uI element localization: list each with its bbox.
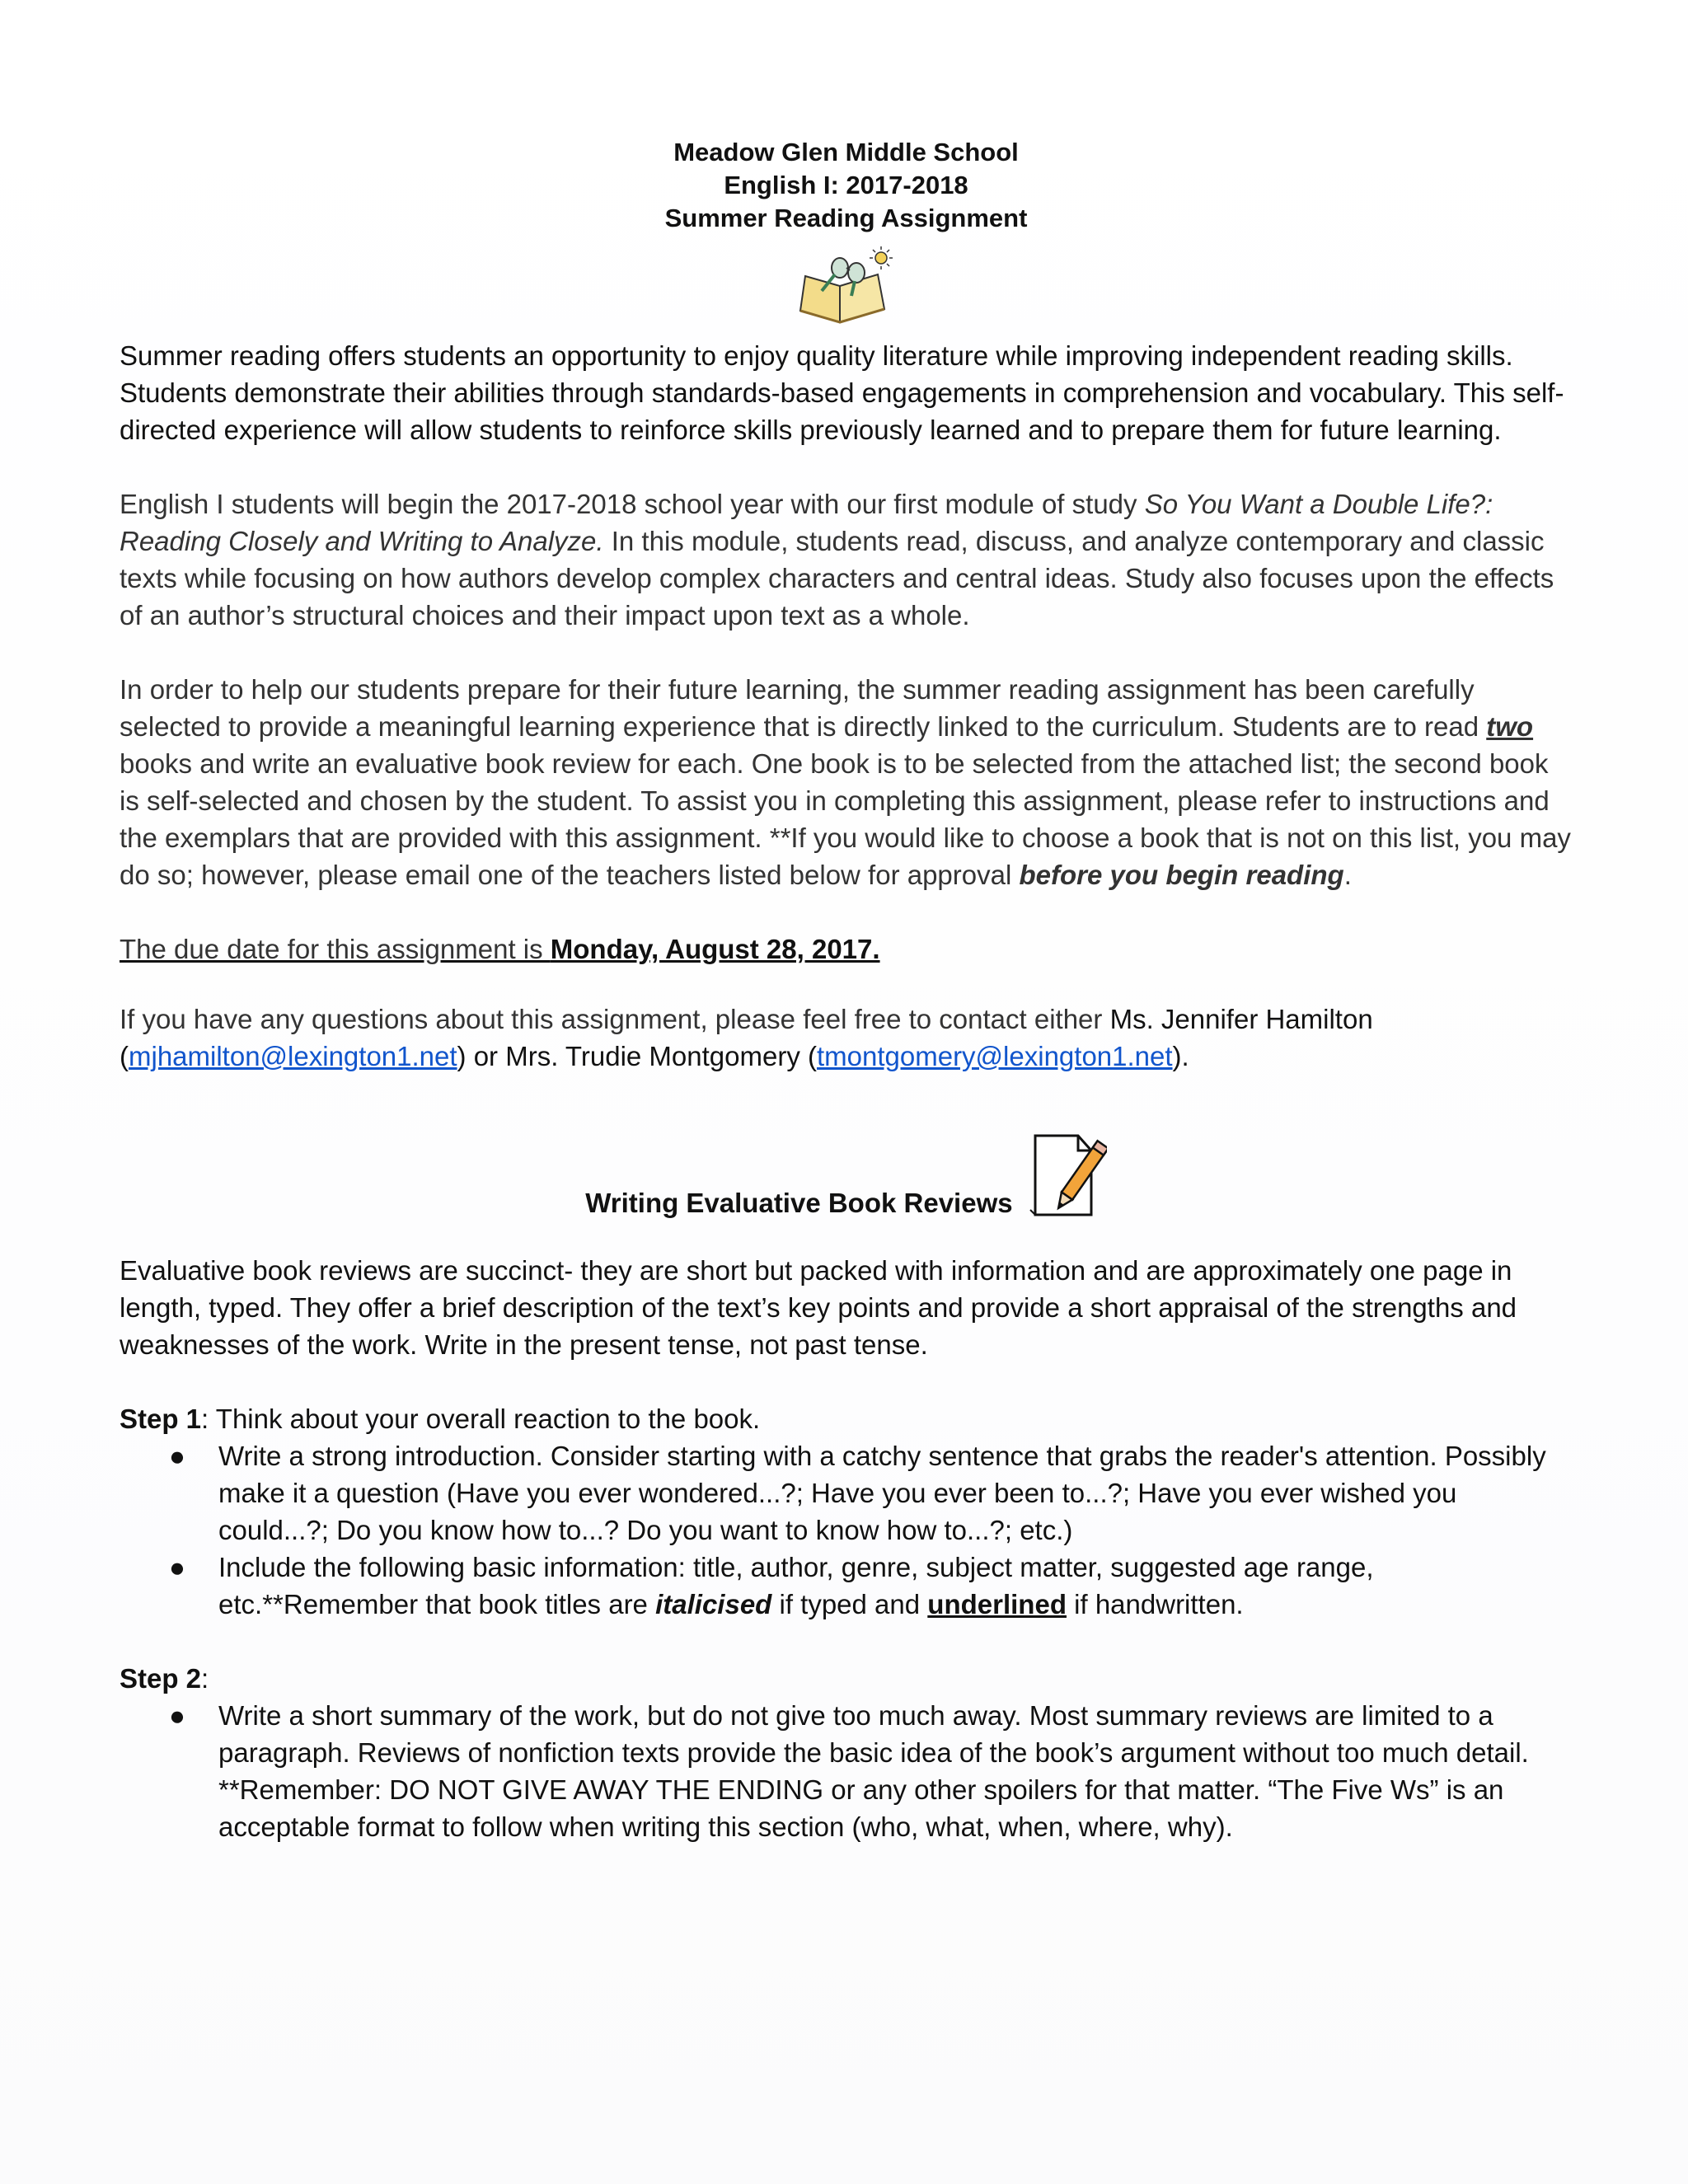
step-1-bullet-2-text-c: if handwritten. xyxy=(1066,1589,1244,1619)
intro-paragraph-1: Summer reading offers students an opportunity to enjoy quality literature while improving independent reading skills. Students demonstrate their abilities through standards-based engagements in comprehension and vocabulary. This self-directed experience will allow students to reinforce skills previously learned and to prepare them for future learning. xyxy=(120,340,1564,445)
two-books-emphasis: two xyxy=(1486,711,1534,742)
paper-and-pencil-icon xyxy=(1029,1132,1107,1219)
p3-text-b: books and write an evaluative book review for each. One book is to be selected from the attached list; the second book is self-selected and chosen by the student. To assist you in completing this assignment, please refer to instructions and the exemplars that are provided with this assignment. **If you would like to choose a book that is not on this list, you may do so; however, please email one of the teachers listed below for approval xyxy=(120,748,1571,890)
list-item xyxy=(120,1437,1573,1549)
step-1-list xyxy=(120,1437,1573,1623)
contact-text-c: ). xyxy=(1172,1041,1189,1071)
school-name: Meadow Glen Middle School xyxy=(673,138,1019,166)
list-item xyxy=(120,1697,1573,1845)
intro-paragraph-2 xyxy=(120,485,1573,634)
contact-text-b: ) or Mrs. Trudie Montgomery ( xyxy=(457,1041,817,1071)
section-title-reviews xyxy=(120,1132,1573,1219)
step-2-list xyxy=(120,1697,1573,1845)
step-1-bullet-1-text: Write a strong introduction. Consider starting with a catchy sentence that grabs the reader's attention. Possibly make it a question (Have you ever wondered...?; Have you ever been to...?; Have you ever wished you could...?; Do you know how to...? Do you want to know how to...?; etc.) xyxy=(218,1441,1546,1545)
p3-text-a: In order to help our students prepare for their future learning, the summer reading assignment has been carefully selected to provide a meaningful learning experience that is directly linked to the curriculum. Students are to read xyxy=(120,674,1487,742)
p2-text-a: English I students will begin the 2017-2018 school year with our first module of study xyxy=(120,489,1145,519)
due-date-line xyxy=(120,930,1573,968)
teacher-name-hamilton: Ms. Jennifer Hamilton xyxy=(1109,1004,1373,1034)
document-header xyxy=(120,136,1573,235)
due-date-value: Monday, August 28, 2017. xyxy=(550,934,880,964)
underlined-emphasis: underlined xyxy=(927,1589,1067,1619)
bullet-icon: ● xyxy=(169,1441,185,1471)
bullet-icon: ● xyxy=(169,1700,185,1731)
course-name: English I: 2017-2018 xyxy=(724,171,968,199)
assignment-title: Summer Reading Assignment xyxy=(664,204,1028,232)
step-2-line xyxy=(120,1660,1573,1697)
reviews-intro: Evaluative book reviews are succinct- they are short but packed with information and are approximately one page in length, typed. They offer a brief description of the text’s key points and provide a short appraisal of the strengths and weaknesses of the work. Write in the present tense, not past tense. xyxy=(120,1255,1517,1360)
step-1-text: : Think about your overall reaction to the book. xyxy=(201,1404,761,1434)
step-1-bullet-2-text-b: if typed and xyxy=(771,1589,928,1619)
reviews-heading: Writing Evaluative Book Reviews xyxy=(585,1188,1013,1218)
email-link-montgomery[interactable]: tmontgomery@lexington1.net xyxy=(816,1041,1173,1071)
step-2-text: : xyxy=(201,1663,209,1694)
list-item xyxy=(120,1549,1573,1623)
open-book-icon xyxy=(789,243,904,326)
p2-text-b: In this module, students read, discuss, and analyze contemporary and classic texts while focusing on how authors develop complex characters and central ideas. Study also focuses upon the effects of an author’s structural choices and their impact upon text as a whole. xyxy=(120,526,1554,630)
bullet-icon: ● xyxy=(169,1552,185,1582)
contact-paragraph: If you have any questions about this assignment, please feel free to contact either Ms. Jennifer Hamilton (mjhamilton@lexington1.net) or Mrs. Trudie Montgomery (tmontgomery@lexington1.net). xyxy=(120,1004,1373,1071)
intro-paragraph-3 xyxy=(120,671,1573,893)
p3-text-end: . xyxy=(1343,860,1352,890)
module-title: So You Want a Double Life?: Reading Closely and Writing to Analyze. xyxy=(120,489,1493,556)
due-date-label: The due date for this assignment is xyxy=(120,934,551,964)
email-link-hamilton[interactable]: mjhamilton@lexington1.net xyxy=(129,1041,457,1071)
step-2-bullet-1-text: Write a short summary of the work, but do not give too much away. Most summary reviews are limited to a paragraph. Reviews of nonfiction texts provide the basic idea of the book’s argument without too much detail. **Remember: DO NOT GIVE AWAY THE ENDING or any other spoilers for that matter. “The Five Ws” is an acceptable format to follow when writing this section (who, what, when, where, why). xyxy=(218,1700,1529,1842)
step-1-line xyxy=(120,1400,1573,1437)
step-1-bullet-2-text-a: Include the following basic information: title, author, genre, subject matter, suggested age range, etc.**Remember that book titles are xyxy=(218,1552,1374,1619)
before-you-begin-emphasis: before you begin reading xyxy=(1019,860,1344,890)
step-1-label: Step 1 xyxy=(120,1404,202,1434)
italicised-emphasis: italicised xyxy=(655,1589,772,1619)
step-2-label: Step 2 xyxy=(120,1663,202,1694)
contact-text-a: If you have any questions about this assignment, please feel free to contact either xyxy=(120,1004,1110,1034)
